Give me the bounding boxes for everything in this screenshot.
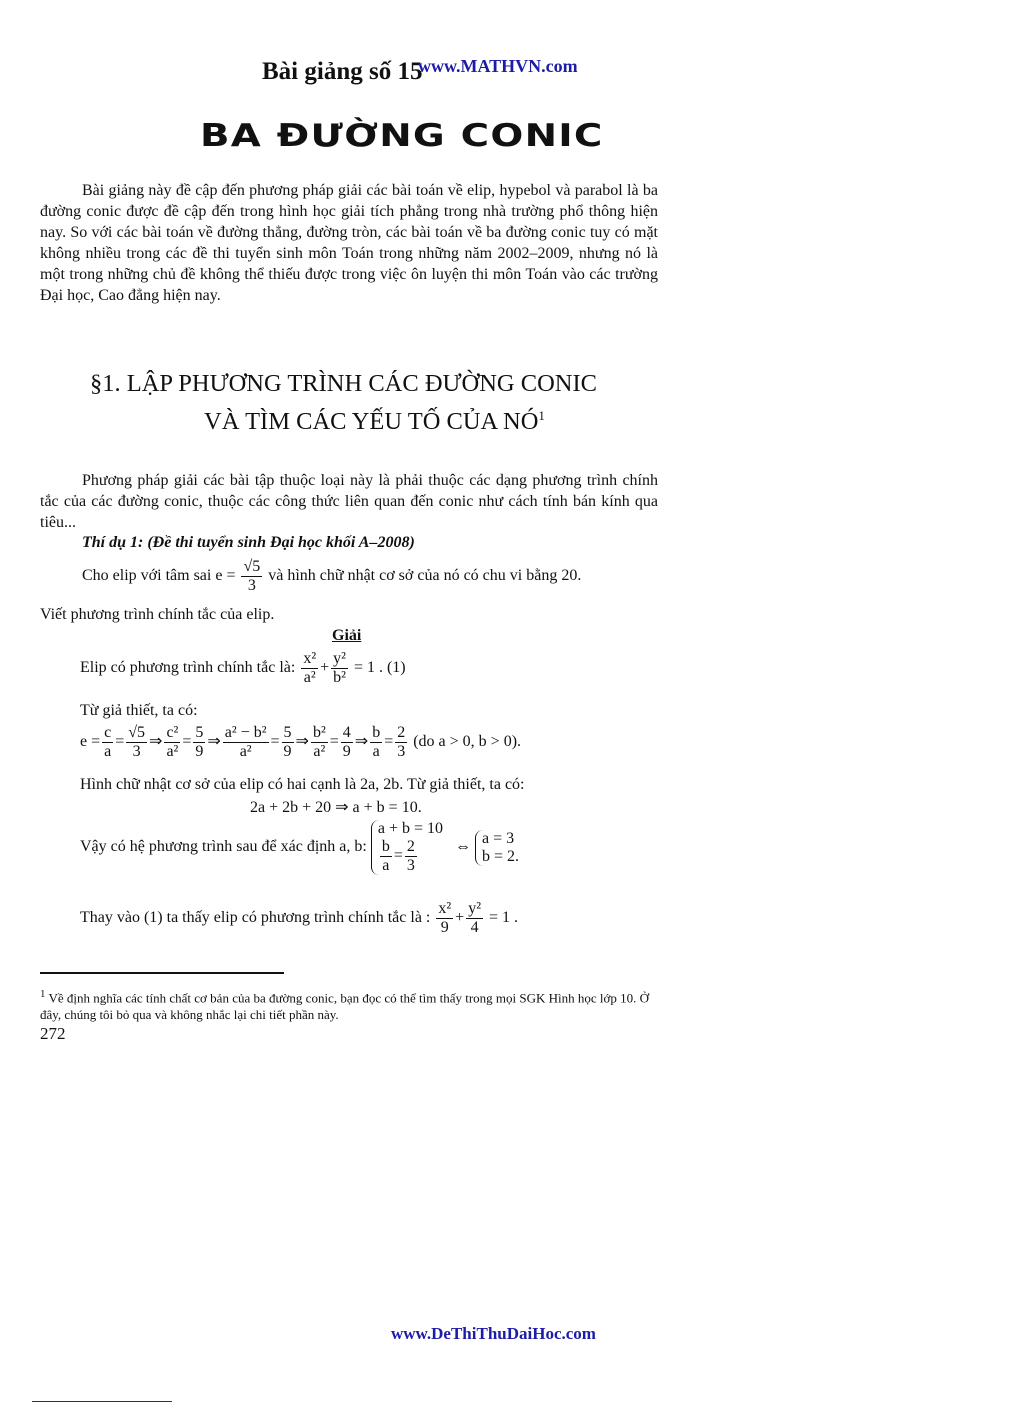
scan-edge-line: [32, 1401, 172, 1402]
example-heading: Thí dụ 1: (Đề thi tuyển sinh Đại học khối A–2008): [82, 534, 415, 551]
step4: Hình chữ nhật cơ sở của elip có hai cạnh là 2a, 2b. Từ giả thiết, ta có:: [80, 776, 525, 793]
frac: $\frac{4}{9}$: [342, 724, 351, 760]
problem-prefix: Cho elip với tâm sai e =: [82, 567, 236, 585]
sys2-eq2: b = 2.: [482, 847, 520, 865]
footnote-divider: [40, 972, 284, 974]
frac-num: y²: [333, 650, 346, 667]
step6-system: Vậy có hệ phương trình sau để xác định a, b: a + b = 10 $\frac{b}{a}$ = $\frac{2}{3}$ ⇔ a = 3 b = 2.: [80, 820, 520, 874]
step1-suffix: = 1 . (1): [353, 659, 406, 677]
frac-den: b²: [333, 669, 346, 686]
problem-line2: Viết phương trình chính tắc của elip.: [40, 606, 275, 623]
frac: $\frac{\text{a² − b²}}{\text{a²}}$: [224, 724, 267, 760]
frac: $\frac{\text{c²}}{\text{a²}}$: [166, 724, 179, 760]
lecture-title: Bài giảng số 15: [262, 58, 423, 85]
frac-den: 3: [247, 577, 256, 594]
step3-note: (do a > 0, b > 0).: [413, 733, 522, 751]
frac: $\frac{5}{9}$: [283, 724, 292, 760]
footnote: [40, 986, 660, 1023]
frac-x2-9: $\frac{\text{x²}}{9}$: [438, 900, 452, 936]
step7-suffix: = 1 .: [488, 909, 519, 927]
intro-paragraph: [40, 180, 658, 306]
main-title: BA ĐƯỜNG CONIC: [200, 118, 604, 154]
footnote-ref[interactable]: 1: [538, 408, 545, 423]
watermark-link-bottom[interactable]: www.DeThiThuDaiHoc.com: [391, 1324, 596, 1343]
equation-system-2: [475, 830, 519, 866]
eccentricity-fraction: [241, 558, 262, 595]
method-text: Phương pháp giải các bài tập thuộc loại này là phải thuộc các dạng phương trình chính tắc của các đường conic, thuộc các công thức liên quan đến conic như cách tính bán kính qua tiêu...: [40, 472, 658, 531]
equation-system-1: a + b = 10 $\frac{b}{a}$ = $\frac{2}{3}$: [371, 820, 443, 875]
frac: $\frac{2}{3}$: [397, 724, 406, 760]
footnote-text: Về định nghĩa các tính chất cơ bản của ba đường conic, bạn đọc có thể tìm thấy trong mọi SGK Hình học lớp 10. Ở đây, chúng tôi bỏ qua và không nhắc lại chi tiết phần này.: [40, 990, 650, 1023]
step1: Elip có phương trình chính tắc là: $\frac{\text{x²}}{\text{a²}}$ + $\frac{\text{y²}}{\text{b²}}$ = 1 . (1): [80, 650, 406, 686]
frac: $\frac{c}{a}$: [104, 724, 112, 760]
frac-y2-4: $\frac{\text{y²}}{4}$: [468, 900, 481, 936]
sys2-eq1: a = 3: [482, 829, 515, 847]
step6-prefix: Vậy có hệ phương trình sau để xác định a, b:: [80, 838, 367, 856]
step3-derivation: e = $\frac{c}{a}$ = $\frac{√5}{3}$ ⇒ $\frac{\text{c²}}{\text{a²}}$ = $\frac{5}{9}$ ⇒ $\frac{\text{a² − b²}}{\text{a²}}$ = $\frac{5}{9}$ ⇒ $\frac{\text{b²}}{\text{a²}}$ = $\frac{4}{9}$ ⇒ $\frac{b}{a}$ = $\frac{2}{3}$ (do a > 0, b > 0).: [80, 724, 522, 760]
frac-x2-a2: [301, 650, 318, 687]
step5: 2a + 2b + 20 ⇒ a + b = 10.: [250, 799, 422, 816]
problem-statement: [82, 558, 581, 595]
problem-suffix: và hình chữ nhật cơ sở của nó có chu vi bằng 20.: [268, 567, 582, 585]
page-number: 272: [40, 1024, 66, 1043]
frac-den: a²: [303, 669, 316, 686]
intro-text: Bài giảng này đề cập đến phương pháp giải các bài toán về elip, hypebol và parabol là ba đường conic được đề cập đến trong hình học giải tích phẳng trong nhà trường phổ thông hiện nay. So với các bài toán về đường thẳng, đường tròn, các bài toán về ba đường conic tuy có mặt không nhiều trong các đề thi tuyển sinh môn Toán trong những năm 2002–2009, nhưng nó là một trong những chủ đề không thể thiếu được trong việc ôn luyện thi môn Toán vào các trường Đại học, Cao đẳng hiện nay.: [40, 182, 658, 304]
step7-prefix: Thay vào (1) ta thấy elip có phương trình chính tắc là :: [80, 909, 431, 927]
step1-prefix: Elip có phương trình chính tắc là:: [80, 659, 296, 677]
frac-y2-b2: [331, 650, 348, 687]
frac: $\frac{b}{a}$: [381, 838, 390, 874]
frac: $\frac{5}{9}$: [195, 724, 204, 760]
step2: Từ giả thiết, ta có:: [80, 702, 198, 719]
frac: $\frac{√5}{3}$: [128, 724, 146, 760]
solution-label: Giải: [332, 627, 362, 644]
sys1-eq1: a + b = 10: [377, 820, 443, 837]
footnote-mark: 1: [40, 988, 46, 1000]
frac: $\frac{2}{3}$: [406, 838, 415, 874]
section-title-line2: [90, 400, 630, 438]
section-title-line2-text: VÀ TÌM CÁC YẾU TỐ CỦA NÓ: [204, 408, 539, 436]
section-title: [90, 368, 630, 438]
frac: $\frac{b}{a}$: [372, 724, 381, 760]
step7: Thay vào (1) ta thấy elip có phương trình chính tắc là : $\frac{\text{x²}}{9}$ + $\frac{\text{y²}}{4}$ = 1 .: [80, 900, 519, 936]
watermark-link-top[interactable]: www.MATHVN.com: [418, 56, 578, 76]
frac-num: √5: [243, 558, 261, 575]
frac: $\frac{\text{b²}}{\text{a²}}$: [312, 724, 326, 760]
frac-num: x²: [303, 650, 317, 667]
section-title-line1: §1. LẬP PHƯƠNG TRÌNH CÁC ĐƯỜNG CONIC: [90, 370, 597, 397]
method-paragraph: [40, 470, 658, 533]
